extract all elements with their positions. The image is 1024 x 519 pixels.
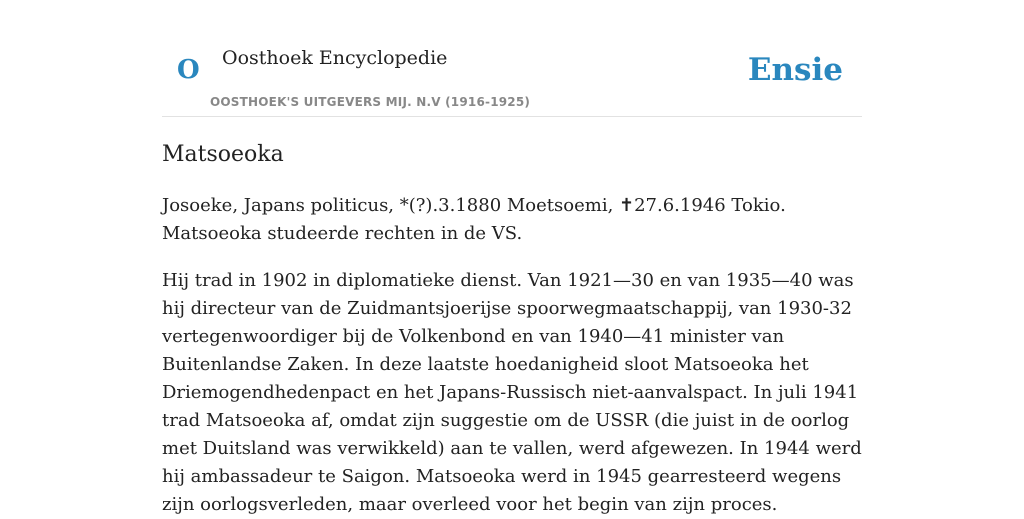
page: [162, 0, 862, 515]
ensie-logo-link[interactable]: Ensie: [747, 52, 843, 88]
encyclopedia-logo-icon[interactable]: O: [177, 55, 200, 85]
article-paragraph: Josoeke, Japans politicus, *(?).3.1880 Moetsoemi, ✝27.6.1946 Tokio. Matsoeoka studeerde rechten in de VS.: [162, 195, 786, 244]
article-paragraph: Hij trad in 1902 in diplomatieke dienst. Van 1921—30 en van 1935—40 was hij directeur van de Zuidmantsjoerijse spoorwegmaatschappij, van 1930-32 vertegenwoordiger bij de Volkenbond en van 1940—41 minister van Buitenlandse Zaken. In deze laatste hoedanigheid sloot Matsoeoka het Driemogendhedenpact en het Japans-Russisch niet-aanvalspact. In juli 1941 trad Matsoeoka af, omdat zijn suggestie om de USSR (die juist in de oorlog met Duitsland was verwikkeld) aan te vallen, werd afgewezen. In 1944 werd hij ambassadeur te Saigon. Matsoeoka werd in 1945 gearresteerd wegens zijn oorlogsverleden, maar overleed voor het begin van zijn proces.: [162, 270, 862, 515]
article-title: Matsoeoka: [162, 142, 284, 167]
header: [162, 0, 862, 117]
site-name-link[interactable]: Oosthoek Encyclopedie: [222, 47, 448, 69]
publisher-label: OOSTHOEK'S UITGEVERS MIJ. N.V (1916-1925): [210, 95, 531, 109]
